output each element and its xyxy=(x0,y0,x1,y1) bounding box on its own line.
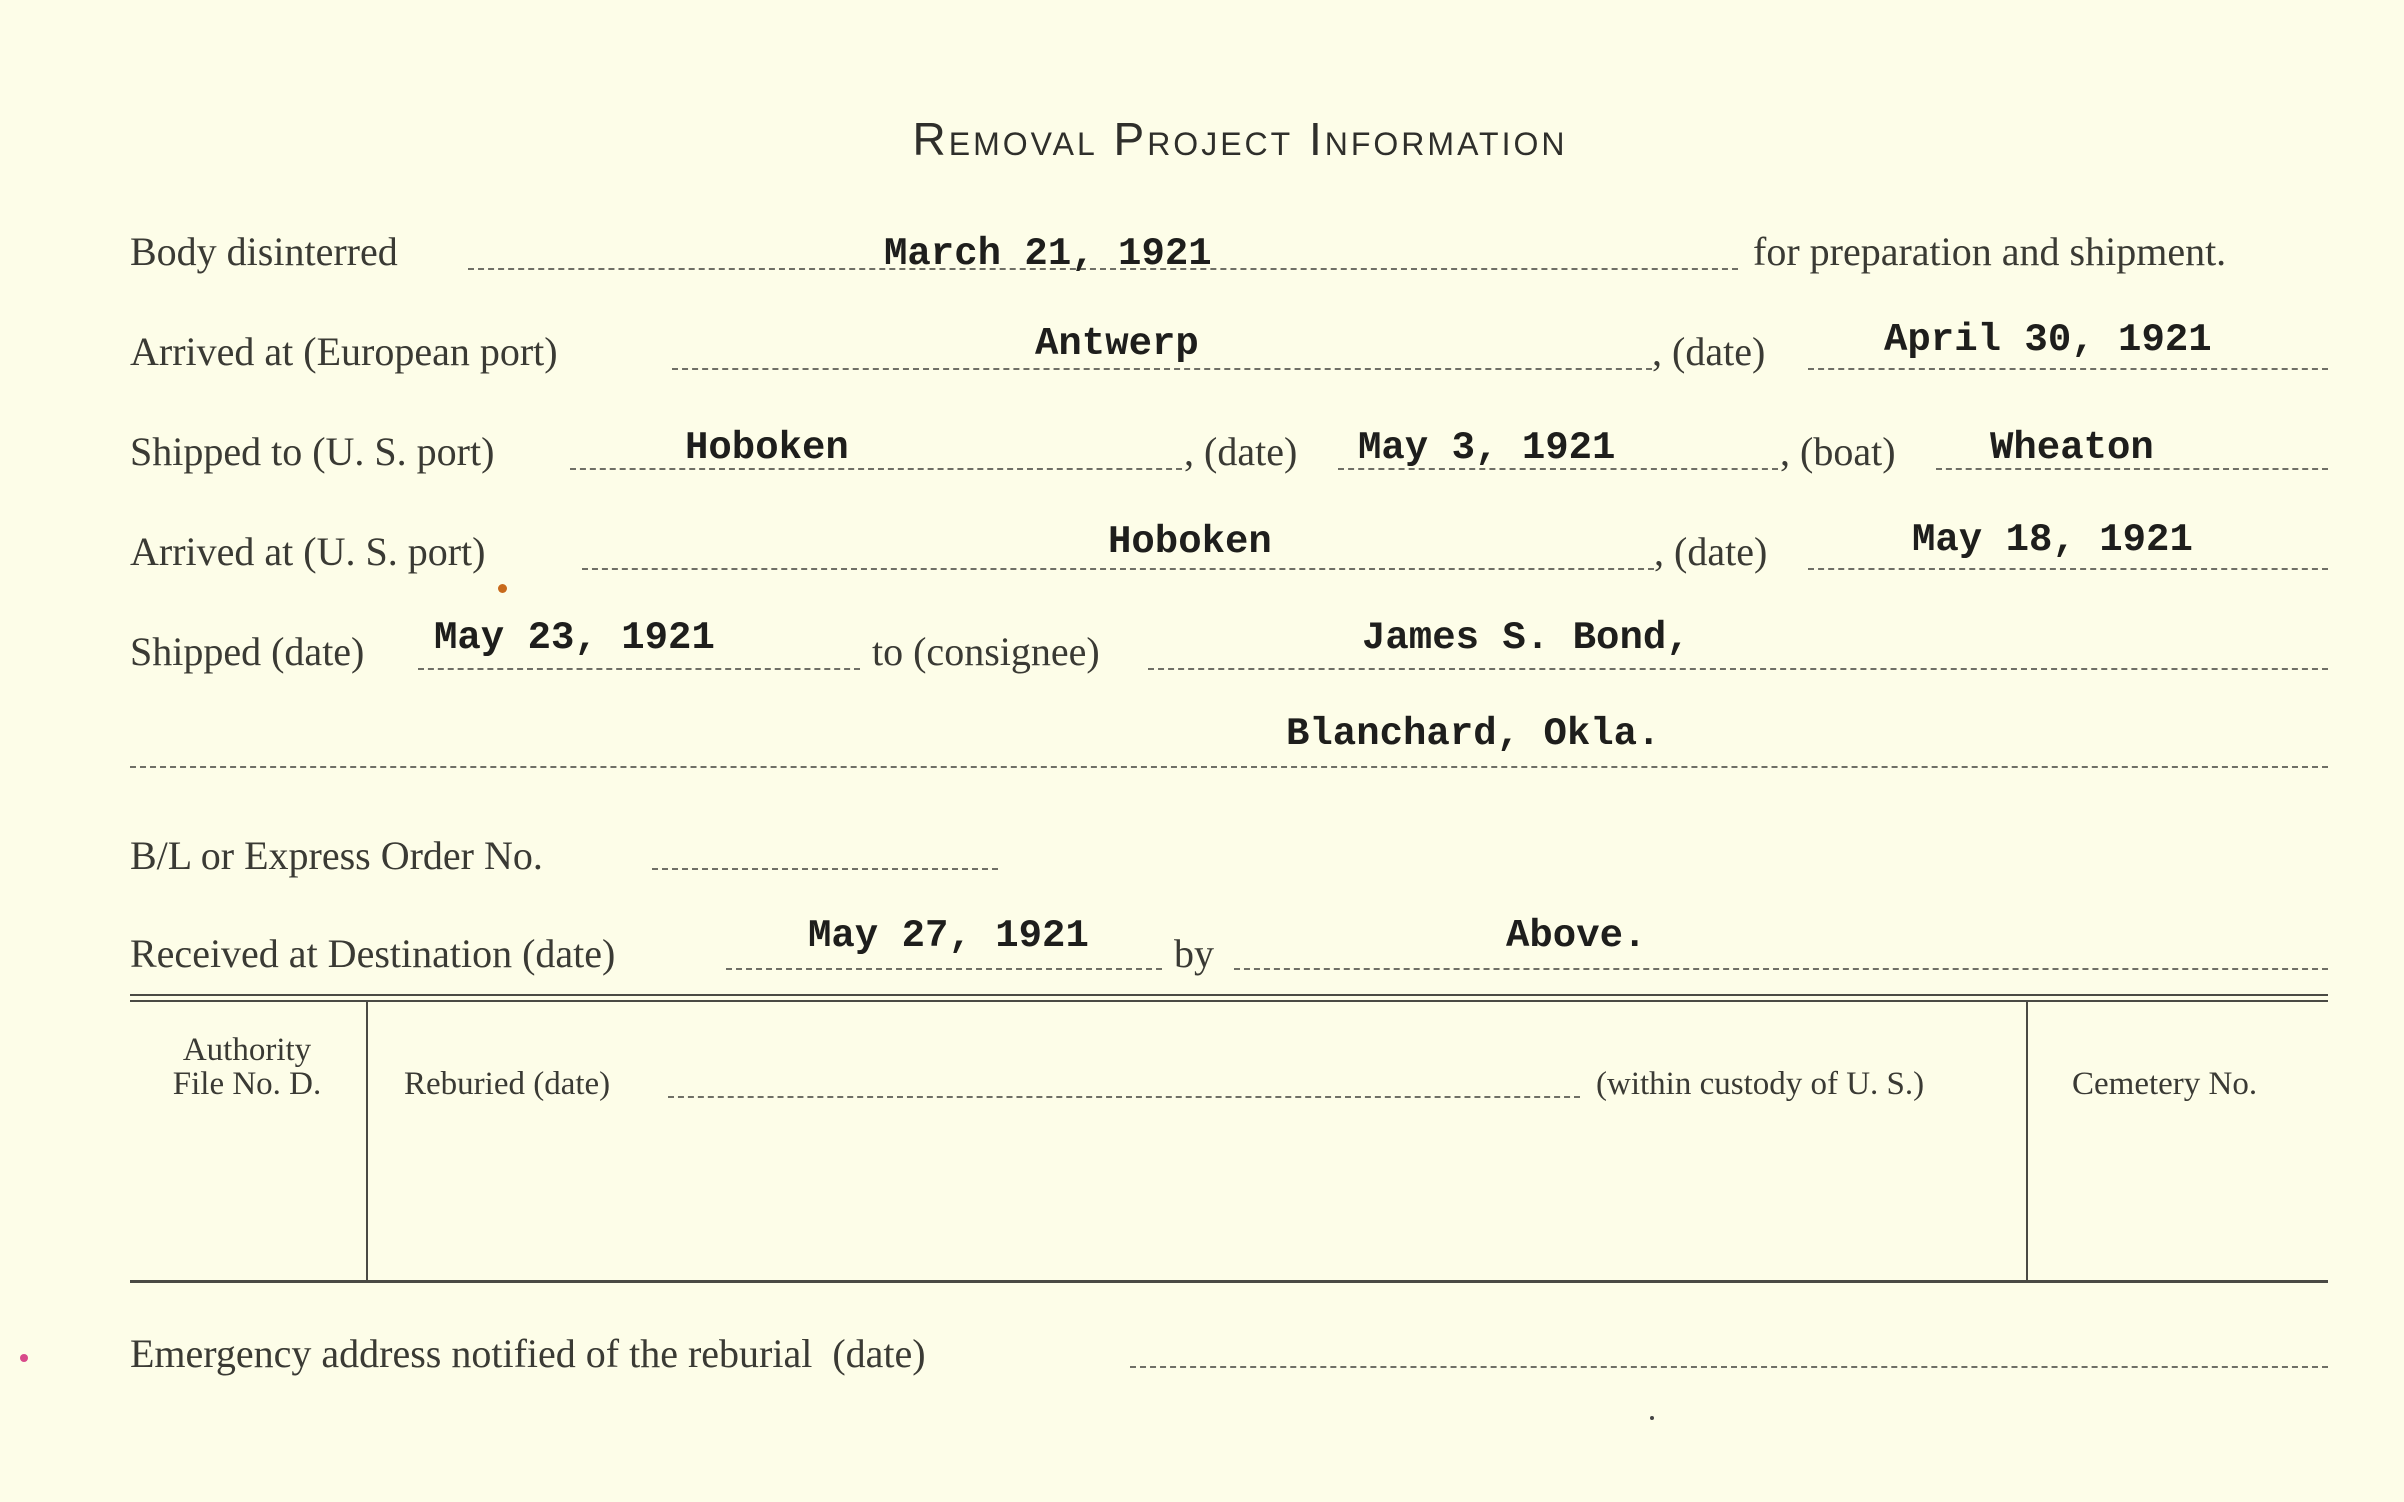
box-left-divider xyxy=(366,1002,368,1280)
shipped-us-date-value: May 3, 1921 xyxy=(1358,426,1616,470)
shipped-us-label: Shipped to (U. S. port) xyxy=(130,429,495,474)
european-port-date-value: April 30, 1921 xyxy=(1884,318,2212,362)
european-port-date-label: , (date) xyxy=(1652,329,1766,374)
authority-label-1: Authority xyxy=(182,1032,312,1068)
card-title: Removal Project Information xyxy=(912,113,1568,165)
reburied-label: Reburied (date) xyxy=(404,1066,611,1102)
consignee-value: James S. Bond, xyxy=(1362,616,1690,660)
box-right-divider xyxy=(2026,1002,2028,1280)
received-label: Received at Destination (date) xyxy=(130,931,616,976)
european-port-value: Antwerp xyxy=(1035,322,1199,366)
bl-order-label: B/L or Express Order No. xyxy=(130,833,543,878)
disinterred-suffix: for preparation and shipment. xyxy=(1753,229,2227,274)
received-by-line xyxy=(1234,968,2328,970)
consignee-line xyxy=(1148,668,2328,670)
cemetery-label: Cemetery No. xyxy=(2072,1066,2258,1102)
box-bottom-rule xyxy=(130,1280,2328,1283)
bl-order-line xyxy=(652,868,998,870)
authority-label-2: File No. D. xyxy=(172,1066,322,1102)
arrived-us-date-value: May 18, 1921 xyxy=(1912,518,2193,562)
arrived-us-value: Hoboken xyxy=(1108,520,1272,564)
box-top-rule-2 xyxy=(130,1000,2328,1002)
disinterred-value: March 21, 1921 xyxy=(884,232,1212,276)
received-value: May 27, 1921 xyxy=(808,914,1089,958)
consignee-address-line xyxy=(130,766,2328,768)
box-top-rule-1 xyxy=(130,994,2328,996)
shipped-us-boat-label: , (boat) xyxy=(1780,429,1896,474)
european-port-date-line xyxy=(1808,368,2328,370)
received-line xyxy=(726,968,1162,970)
disinterred-label: Body disinterred xyxy=(130,229,398,274)
ink-spot xyxy=(1650,1416,1654,1420)
emergency-label: Emergency address notified of the reburial (date) xyxy=(130,1331,926,1376)
arrived-us-date-label: , (date) xyxy=(1654,529,1768,574)
received-by-label: by xyxy=(1174,931,1214,976)
reburied-line xyxy=(668,1096,1580,1098)
received-by-value: Above. xyxy=(1506,914,1647,958)
arrived-us-date-line xyxy=(1808,568,2328,570)
consignee-label: to (consignee) xyxy=(872,629,1100,674)
arrived-us-label: Arrived at (U. S. port) xyxy=(130,529,486,574)
ink-spot xyxy=(20,1354,28,1362)
consignee-address: Blanchard, Okla. xyxy=(1286,712,1661,756)
custody-label: (within custody of U. S.) xyxy=(1596,1066,1925,1102)
emergency-line xyxy=(1130,1366,2328,1368)
shipped-date-label: Shipped (date) xyxy=(130,629,365,674)
shipped-date-value: May 23, 1921 xyxy=(434,616,715,660)
shipped-us-line xyxy=(570,468,1182,470)
arrived-us-line xyxy=(582,568,1654,570)
shipped-us-boat-value: Wheaton xyxy=(1990,426,2154,470)
shipped-us-value: Hoboken xyxy=(685,426,849,470)
shipped-date-line xyxy=(418,668,860,670)
european-port-label: Arrived at (European port) xyxy=(130,329,558,374)
shipped-us-date-label: , (date) xyxy=(1184,429,1298,474)
ink-spot xyxy=(498,584,507,593)
european-port-line xyxy=(672,368,1652,370)
